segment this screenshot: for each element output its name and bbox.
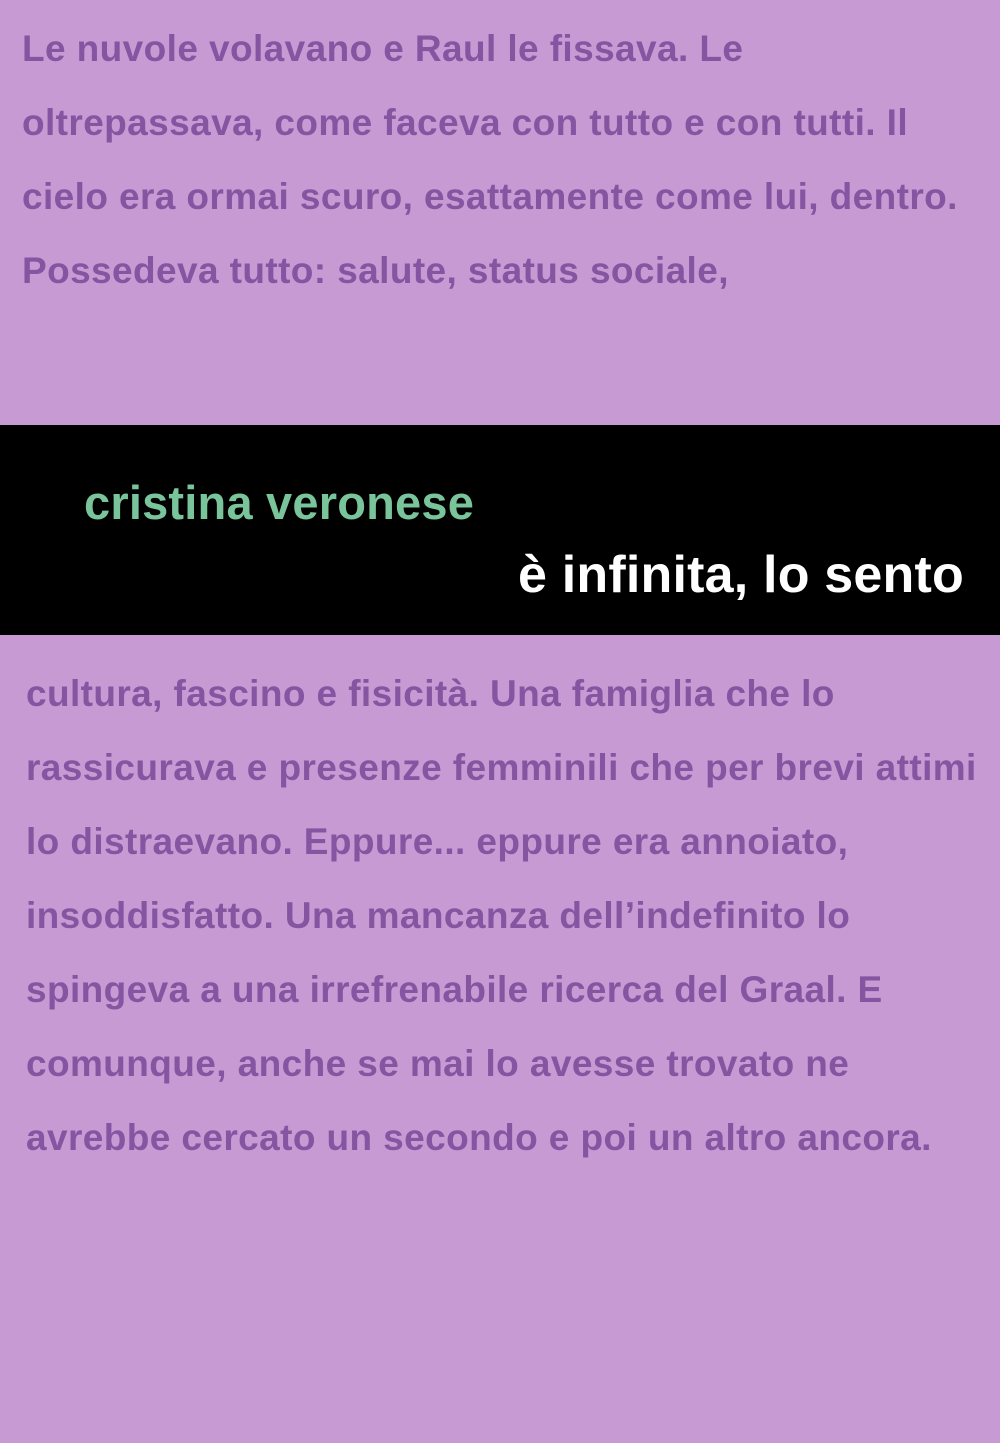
book-title: è infinita, lo sento [517, 546, 964, 604]
blurb-text-top: Le nuvole volavano e Raul le fissava. Le oltrepassava, come faceva con tutto e con tutti. Il cielo era ormai scuro, esattamente come lui, dentro. Possedeva tutto: salute, status sociale, [22, 28, 958, 291]
author-name: cristina veronese [84, 476, 475, 529]
title-band [0, 425, 1000, 635]
blurb-text-bottom: cultura, fascino e fisicità. Una famiglia che lo rassicurava e presenze femminili che per brevi attimi lo distraevano. Eppure... eppure era annoiato, insoddisfatto. Una mancanza dell’indefinito lo spingeva a una irrefrenabile ricerca del Graal. E comunque, anche se mai lo avesse trovato ne avrebbe cercato un secondo e poi un altro ancora. [26, 673, 977, 1158]
